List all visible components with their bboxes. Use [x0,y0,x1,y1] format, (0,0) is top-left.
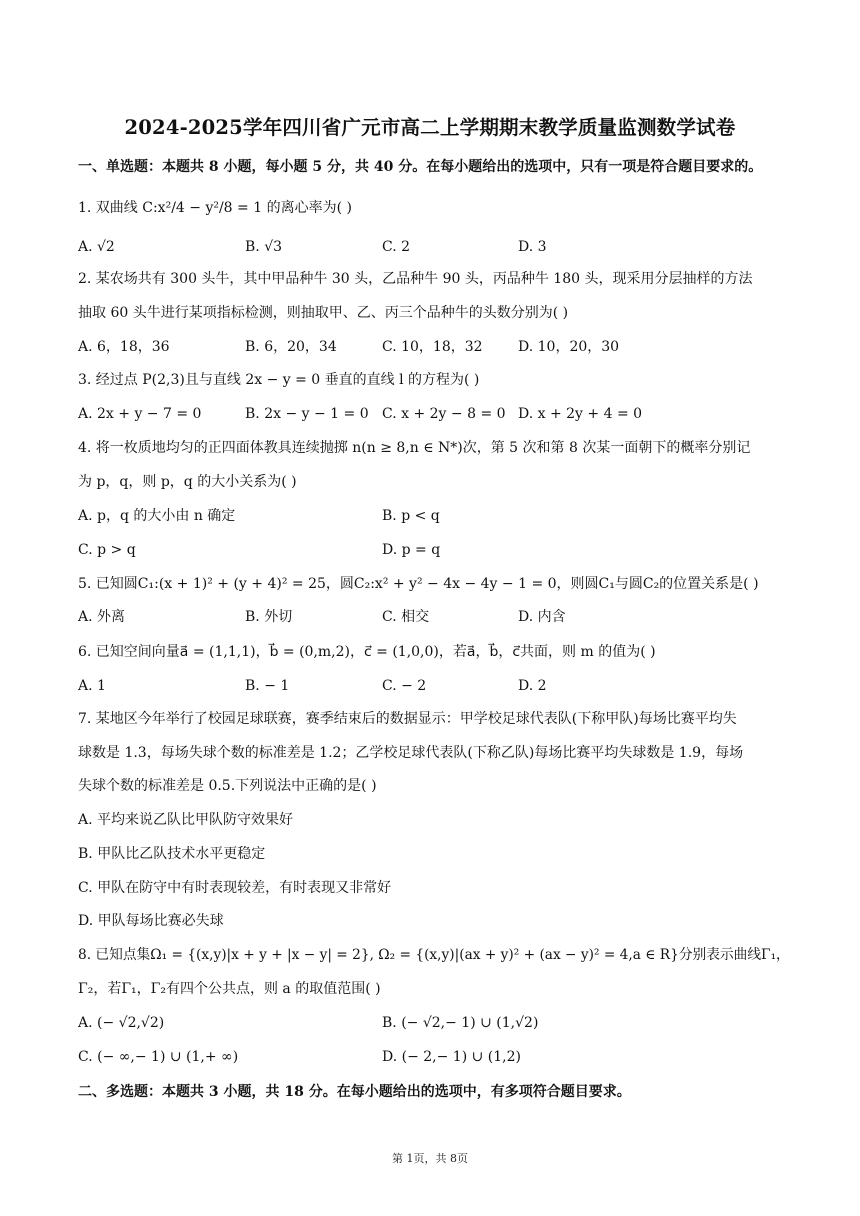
question-7-option-b: B. 甲队比乙队技术水平更稳定 [78,846,266,862]
question-2-option-a: A. 6，18，36 [78,339,170,355]
section-multi-choice-heading: 二、多选题：本题共 3 小题，共 18 分。在每小题给出的选项中，有多项符合题目要求。 [78,1084,631,1100]
question-6-option-c: C. − 2 [382,678,427,694]
question-8-option-d: D. (− 2,− 1) ∪ (1,2) [382,1049,521,1065]
question-2-option-b: B. 6，20，34 [245,339,337,355]
question-6-option-b: B. − 1 [245,678,290,694]
question-4-option-a: A. p，q 的大小由 n 确定 [78,508,236,524]
question-6-option-d: D. 2 [518,678,547,694]
question-3-option-d: D. x + 2y + 4 = 0 [518,406,643,422]
question-8-stem-line-2: Γ₂，若Γ₁，Γ₂有四个公共点，则 a 的取值范围( ) [78,981,381,997]
question-3-option-b: B. 2x − y − 1 = 0 [245,406,369,422]
question-3-option-a: A. 2x + y − 7 = 0 [78,406,202,422]
question-2-stem-line-2: 抽取 60 头牛进行某项指标检测，则抽取甲、乙、丙三个品种牛的头数分别为( ) [78,305,569,321]
question-7-option-c: C. 甲队在防守中有时表现较差，有时表现又非常好 [78,880,392,896]
question-4-stem-line-2: 为 p，q，则 p，q 的大小关系为( ) [78,474,297,490]
page-title: 2024-2025学年四川省广元市高二上学期期末教学质量监测数学试卷 [124,116,736,139]
question-1-option-c: C. 2 [382,239,411,255]
question-8-stem-line-1: 8. 已知点集Ω₁ = {(x,y)|x + y + |x − y| = 2}, Ω₂ = {(x,y)|(ax + y)² + (ax − y)² = 4,a ∈ R}分别表示曲线Γ₁， [78,947,790,963]
question-6-stem: 6. 已知空间向量a⃗ = (1,1,1)，b⃗ = (0,m,2)，c⃗ = (1,0,0)，若a⃗，b⃗，c⃗共面，则 m 的值为( ) [78,644,656,660]
question-5-option-c: C. 相交 [382,609,430,625]
question-3-option-c: C. x + 2y − 8 = 0 [382,406,506,422]
page-footer: 第 1页，共 8页 [392,1152,468,1165]
question-8-option-a: A. (− √2,√2) [78,1015,165,1031]
question-2-option-d: D. 10，20，30 [518,339,620,355]
question-5-stem: 5. 已知圆C₁:(x + 1)² + (y + 4)² = 25，圆C₂:x² + y² − 4x − 4y − 1 = 0，则圆C₁与圆C₂的位置关系是( ) [78,576,759,592]
question-4-stem-line-1: 4. 将一枚质地均匀的正四面体教具连续抛掷 n(n ≥ 8,n ∈ N*)次，第 5 次和第 8 次某一面朝下的概率分别记 [78,440,751,456]
question-1-option-b: B. √3 [245,239,283,255]
question-4-option-d: D. p = q [382,542,441,558]
question-2-option-c: C. 10，18，32 [382,339,483,355]
question-1-option-d: D. 3 [518,239,547,255]
question-7-stem-line-1: 7. 某地区今年举行了校园足球联赛，赛季结束后的数据显示：甲学校足球代表队(下称甲队)每场比赛平均失 [78,711,737,727]
question-2-stem-line-1: 2. 某农场共有 300 头牛，其中甲品种牛 30 头，乙品种牛 90 头，丙品种牛 180 头，现采用分层抽样的方法 [78,271,753,287]
question-8-option-b: B. (− √2,− 1) ∪ (1,√2) [382,1015,539,1031]
question-4-option-b: B. p < q [382,508,440,524]
question-7-option-a: A. 平均来说乙队比甲队防守效果好 [78,812,294,828]
question-7-option-d: D. 甲队每场比赛必失球 [78,913,224,929]
question-6-option-a: A. 1 [78,678,106,694]
question-5-option-a: A. 外离 [78,609,126,625]
question-5-option-b: B. 外切 [245,609,293,625]
question-7-stem-line-3: 失球个数的标准差是 0.5.下列说法中正确的是( ) [78,778,377,794]
question-7-stem-line-2: 球数是 1.3，每场失球个数的标准差是 1.2；乙学校足球代表队(下称乙队)每场比赛平均失球数是 1.9，每场 [78,745,744,761]
question-4-option-c: C. p > q [78,542,136,558]
question-3-stem: 3. 经过点 P(2,3)且与直线 2x − y = 0 垂直的直线 l 的方程为( ) [78,372,480,388]
question-5-option-d: D. 内含 [518,609,566,625]
question-1-stem: 1. 双曲线 C:x²/4 − y²/8 = 1 的离心率为( ) [78,200,352,216]
question-8-option-c: C. (− ∞,− 1) ∪ (1,+ ∞) [78,1049,239,1065]
question-1-option-a: A. √2 [78,239,115,255]
section-single-choice-heading: 一、单选题：本题共 8 小题，每小题 5 分，共 40 分。在每小题给出的选项中，只有一项是符合题目要求的。 [78,159,763,175]
